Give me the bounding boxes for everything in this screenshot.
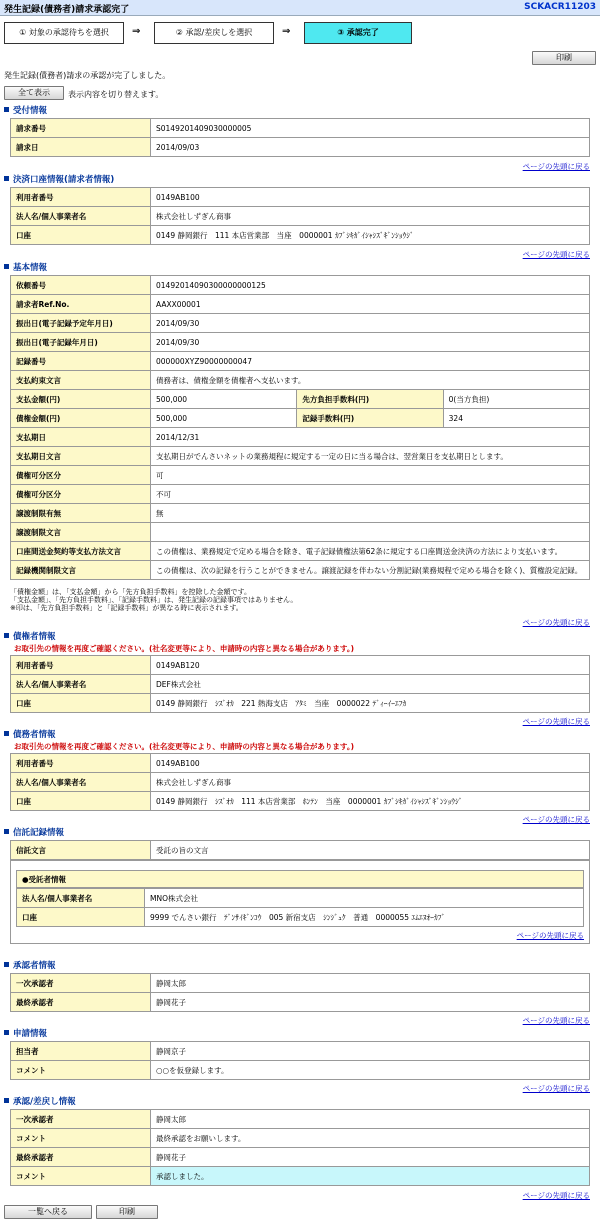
creditor-warning: お取引先の情報を再度ご確認ください。(社名変更等により、申請時の内容と異なる場合があります。) [14,644,355,653]
step-2: ② 承認/差戻しを選択 [154,22,274,44]
label: 譲渡制限文言 [11,523,151,542]
completion-message: 発生記録(債務者)請求の承認が完了しました。 [4,71,171,80]
table-row [11,295,590,314]
step-3-current: ③ 承認完了 [304,22,412,44]
value: この債権は、次の記録を行うことができません。譲渡記録を伴わない分割記録(業務規程で定める場合を除く)、質権設定記録。 [151,561,590,580]
value: 株式会社しずぎん商事 [151,207,590,226]
application-section-title: 申請情報 [4,1027,47,1039]
value: 静岡京子 [151,1042,590,1061]
table-row [11,675,590,694]
label: コメント [11,1129,151,1148]
table-row [11,993,590,1012]
note-1: 「債権金額」は、「支払金額」から「先方負担手数料」を控除した金額です。 [10,588,251,596]
table-row [11,352,590,371]
value: 2014/09/03 [151,138,590,157]
creditor-section-title: 債権者情報 [4,630,56,642]
value: 無 [151,504,590,523]
trustee-table [16,888,584,927]
label: 法人名/個人事業者名 [11,675,151,694]
value: 2014/09/30 [151,314,590,333]
back-to-top-link[interactable]: ページの先頭に戻る [522,717,590,726]
label: 記録手数料(円) [297,409,443,428]
value: ○○を仮登録します。 [151,1061,590,1080]
table-row [11,1129,590,1148]
note-2: 「支払金額」、「先方負担手数料」、「記録手数料」は、発生記録の記録事項ではありません。 [10,596,298,604]
value: 500,000 [151,409,297,428]
show-all-text: 表示内容を切り替えます。 [68,90,164,99]
table-row [11,841,590,860]
label: コメント [11,1167,151,1186]
table-row [11,466,590,485]
print-button-bottom[interactable]: 印刷 [96,1205,158,1219]
label: 支払約束文言 [11,371,151,390]
debtor-table [10,753,590,811]
back-to-top-link[interactable]: ページの先頭に戻る [522,250,590,259]
settlement-section-title: 決済口座情報(請求者情報) [4,173,114,185]
label: 一次承認者 [11,974,151,993]
value: 2014/09/30 [151,333,590,352]
step-indicator [4,22,424,44]
value: 9999 でんさい銀行 ﾃﾞﾝｻｲｷﾞﾝｺｳ 005 新宿支店 ｼﾝｼﾞｭｸ 普通 0000055 ｴﾑｴﾇｵｰｶﾌﾞ [145,908,584,927]
label: 債権金額(円) [11,409,151,428]
value: MNO株式会社 [145,889,584,908]
table-row [11,1167,590,1186]
label: 支払期日文言 [11,447,151,466]
label: 口座間送金契約等支払方法文言 [11,542,151,561]
value: 静岡花子 [151,1148,590,1167]
step-1: ① 対象の承認待ちを選択 [4,22,124,44]
label: 一次承認者 [11,1110,151,1129]
label: 記録番号 [11,352,151,371]
screen-id: SCKACR11203 [524,2,596,12]
approver-table [10,973,590,1012]
table-row [11,485,590,504]
table-row [11,447,590,466]
value: 支払期日がでんさいネットの業務規程に規定する一定の日に当る場合は、翌営業日を支払期日とします。 [151,447,590,466]
print-button-top[interactable]: 印刷 [532,51,596,65]
trust-section-title: 信託記録情報 [4,826,64,838]
label: 法人名/個人事業者名 [17,889,145,908]
label: 信託文言 [11,841,151,860]
back-to-top-link[interactable]: ページの先頭に戻る [522,1084,590,1093]
label: 最終承認者 [11,993,151,1012]
basic-table [10,275,590,580]
table-row [11,561,590,580]
value: 0149 静岡銀行 ｼｽﾞｵｶ 221 熱海支店 ｱﾀﾐ 当座 0000022 ﾃﾞｨｰｲｰｴﾌｶ [151,694,590,713]
label: 債権可分区分 [11,466,151,485]
back-to-top-link[interactable]: ページの先頭に戻る [522,1191,590,1200]
show-all-button[interactable]: 全て表示 [4,86,64,100]
label: 担当者 [11,1042,151,1061]
back-to-top-link[interactable]: ページの先頭に戻る [522,162,590,171]
table-row [11,792,590,811]
receipt-section-title: 受付情報 [4,104,47,116]
basic-section-title: 基本情報 [4,261,47,273]
value: 0149AB100 [151,188,590,207]
value: 000000XYZ90000000047 [151,352,590,371]
table-row [11,428,590,447]
value: 500,000 [151,390,297,409]
label: 請求番号 [11,119,151,138]
label: 振出日(電子記録予定年月日) [11,314,151,333]
value: 0(当方負担) [443,390,589,409]
title-bar [0,0,600,16]
back-to-top-link[interactable]: ページの先頭に戻る [522,1016,590,1025]
label: 利用者番号 [11,754,151,773]
label: 譲渡制限有無 [11,504,151,523]
table-row [11,207,590,226]
value: 静岡太郎 [151,1110,590,1129]
label: 利用者番号 [11,188,151,207]
value: 静岡太郎 [151,974,590,993]
label: 債権可分区分 [11,485,151,504]
back-to-list-button[interactable]: 一覧へ戻る [4,1205,92,1219]
table-row [11,504,590,523]
label: 請求者Ref.No. [11,295,151,314]
table-row [11,1110,590,1129]
table-row [11,188,590,207]
approval-section-title: 承認/差戻し情報 [4,1095,76,1107]
back-to-top-link[interactable]: ページの先頭に戻る [522,815,590,824]
table-row [11,656,590,675]
label: 口座 [17,908,145,927]
value: 承認しました。 [151,1167,590,1186]
label: 振出日(電子記録年月日) [11,333,151,352]
value: 324 [443,409,589,428]
label: 法人名/個人事業者名 [11,207,151,226]
table-row [11,694,590,713]
table-row [11,409,590,428]
value: 0149 静岡銀行 111 本店営業部 当座 0000001 ｶﾌﾞｼｷｶﾞｲｼｬｼｽﾞｷﾞﾝｼｮｳｼﾞ [151,226,590,245]
value: 0149 静岡銀行 ｼｽﾞｵｶ 111 本店営業部 ﾎﾝﾃﾝ 当座 0000001 ｶﾌﾞｼｷｶﾞｲｼｬｼｽﾞｷﾞﾝｼｮｳｼﾞ [151,792,590,811]
label: 口座 [11,226,151,245]
label: 先方負担手数料(円) [297,390,443,409]
back-to-top-link[interactable]: ページの先頭に戻る [522,618,590,627]
value: 可 [151,466,590,485]
value: 最終承認をお願いします。 [151,1129,590,1148]
value: 0149AB100 [151,754,590,773]
value: DEF株式会社 [151,675,590,694]
label: コメント [11,1061,151,1080]
value: 債務者は、債権金額を債権者へ支払います。 [151,371,590,390]
label: 依頼番号 [11,276,151,295]
table-row [11,1042,590,1061]
settlement-table [10,187,590,245]
table-row [11,1061,590,1080]
value: 静岡花子 [151,993,590,1012]
table-row [11,523,590,542]
label: 請求日 [11,138,151,157]
trustee-subtitle: ●受託者情報 [16,870,584,888]
table-row [11,226,590,245]
label: 口座 [11,694,151,713]
approval-table [10,1109,590,1186]
value: 株式会社しずぎん商事 [151,773,590,792]
back-to-top-link[interactable]: ページの先頭に戻る [516,931,584,940]
note-3: ※印は、「先方負担手数料」と「記録手数料」が異なる時に表示されます。 [10,604,243,612]
trust-table [10,840,590,860]
label: 口座 [11,792,151,811]
table-row [11,754,590,773]
table-row [17,908,584,927]
application-table [10,1041,590,1080]
approver-section-title: 承認者情報 [4,959,56,971]
step-arrow-1: ⇒ [132,26,141,37]
table-row [17,889,584,908]
debtor-section-title: 債務者情報 [4,728,56,740]
table-row [11,542,590,561]
creditor-table [10,655,590,713]
table-row [11,773,590,792]
table-row [11,138,590,157]
table-row [11,333,590,352]
value: 不可 [151,485,590,504]
label: 支払金額(円) [11,390,151,409]
value [151,523,590,542]
table-row [11,276,590,295]
value: 2014/12/31 [151,428,590,447]
value: 受託の旨の文言 [151,841,590,860]
label: 利用者番号 [11,656,151,675]
value: S0149201409030000005 [151,119,590,138]
page-title: 発生記録(債務者)請求承認完了 [4,5,130,15]
label: 最終承認者 [11,1148,151,1167]
step-arrow-2: ⇒ [282,26,291,37]
table-row [11,314,590,333]
table-row [11,974,590,993]
value: 0149AB120 [151,656,590,675]
table-row [11,1148,590,1167]
label: 支払期日 [11,428,151,447]
table-row [11,119,590,138]
table-row [11,390,590,409]
receipt-table [10,118,590,157]
value: AAXX00001 [151,295,590,314]
table-row [11,371,590,390]
label: 記録機関制限文言 [11,561,151,580]
debtor-warning: お取引先の情報を再度ご確認ください。(社名変更等により、申請時の内容と異なる場合があります。) [14,742,355,751]
value: この債権は、業務規定で定める場合を除き、電子記録債権法第62条に規定する口座間送金決済の方法により支払います。 [151,542,590,561]
label: 法人名/個人事業者名 [11,773,151,792]
value: 01492014090300000000125 [151,276,590,295]
